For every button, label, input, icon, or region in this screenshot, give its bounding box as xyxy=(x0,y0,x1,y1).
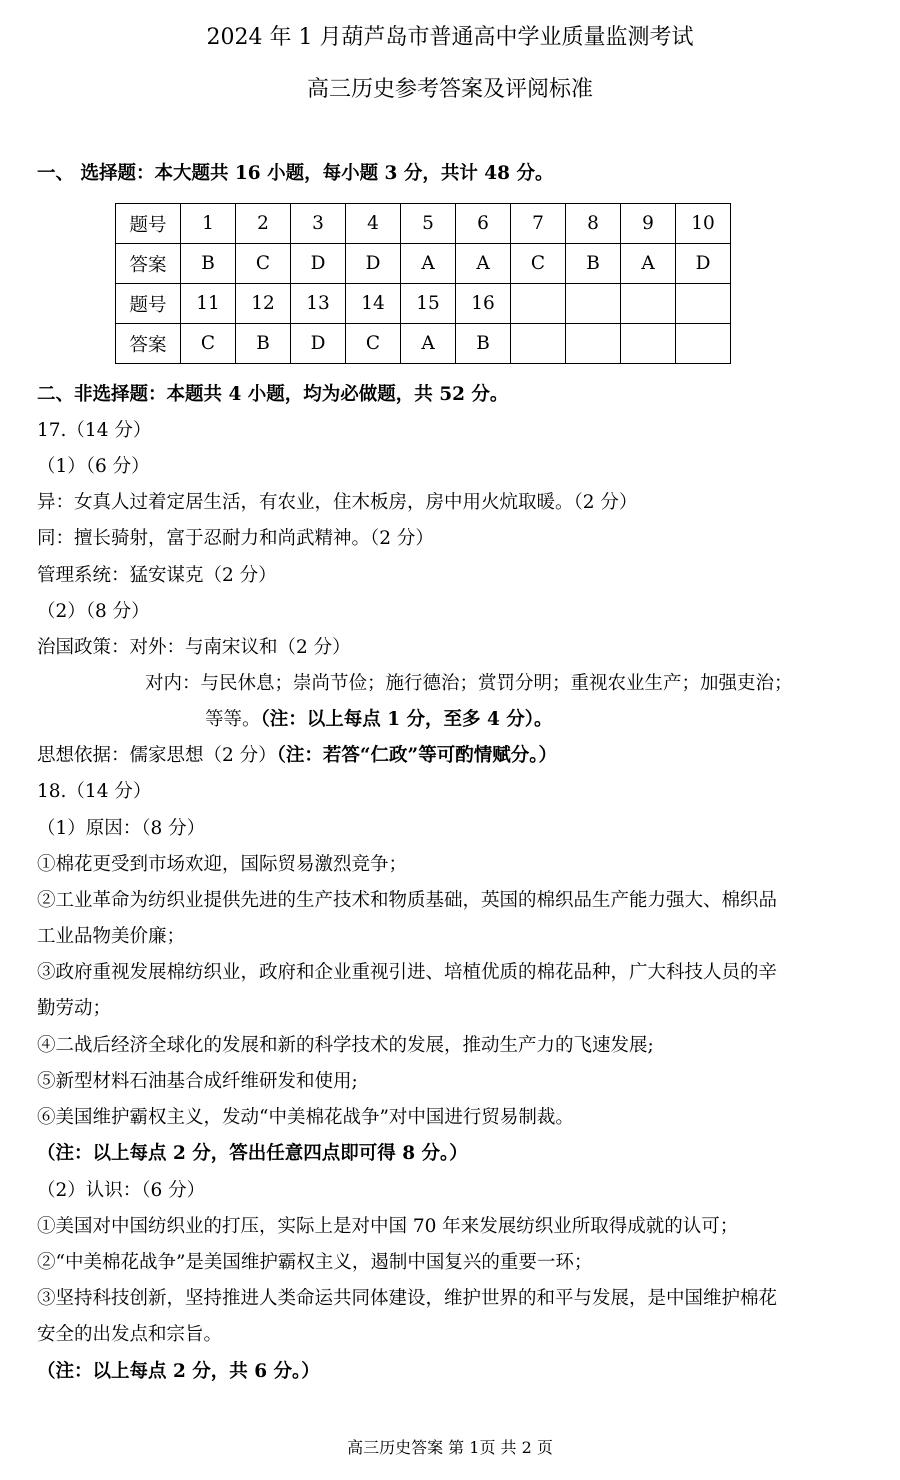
q17-policy: 治国政策：对外：与南宋议和（2 分） xyxy=(37,637,351,658)
table-row-header: 题号 xyxy=(116,284,181,324)
table-cell: B xyxy=(566,244,621,284)
table-cell: C xyxy=(511,244,566,284)
q18-reason-4: ④二战后经济全球化的发展和新的科学技术的发展，推动生产力的飞速发展; xyxy=(37,1035,654,1056)
table-cell: D xyxy=(291,244,346,284)
table-cell: 9 xyxy=(621,204,676,244)
q17-difference: 异：女真人过着定居生活，有农业，住木板房，房中用火炕取暖。（2 分） xyxy=(37,492,638,513)
q17-similarity: 同：擅长骑射，富于忍耐力和尚武精神。（2 分） xyxy=(37,528,434,549)
table-row xyxy=(116,244,731,284)
table-cell: 6 xyxy=(456,204,511,244)
q17-part2: （2）（8 分） xyxy=(37,601,150,622)
q18-insight-1: ①美国对中国纺织业的打压，实际上是对中国 70 年来发展纺织业所取得成就的认可； xyxy=(37,1216,739,1237)
table-cell: 10 xyxy=(676,204,731,244)
q18-insight-3a: ③坚持科技创新，坚持推进人类命运共同体建设，维护世界的和平与发展，是中国维护棉花 xyxy=(37,1288,778,1309)
q17-basis: 思想依据：儒家思想（2 分） xyxy=(37,745,277,766)
table-cell xyxy=(511,284,566,324)
q18-label: 18.（14 分） xyxy=(37,781,152,802)
table-cell: 15 xyxy=(401,284,456,324)
table-cell xyxy=(566,284,621,324)
section1-heading: 一、 选择题：本大题共 16 小题，每小题 3 分，共计 48 分。 xyxy=(37,163,554,184)
table-cell: D xyxy=(291,324,346,364)
q17-internal-policy: 对内：与民休息；崇尚节俭；施行德治；赏罚分明；重视农业生产；加强吏治； xyxy=(145,673,793,694)
table-cell: A xyxy=(401,324,456,364)
q17-internal-etc: 等等。 xyxy=(205,709,261,730)
table-row xyxy=(116,324,731,364)
table-row-header: 答案 xyxy=(116,324,181,364)
q17-label: 17.（14 分） xyxy=(37,420,152,441)
table-cell: 4 xyxy=(346,204,401,244)
q17-management: 管理系统：猛安谋克（2 分） xyxy=(37,565,277,586)
table-cell: 14 xyxy=(346,284,401,324)
table-cell: D xyxy=(676,244,731,284)
answer-table xyxy=(115,203,731,364)
table-row-header: 答案 xyxy=(116,244,181,284)
table-cell xyxy=(676,284,731,324)
table-cell: 12 xyxy=(236,284,291,324)
q17-scoring-note: （注：以上每点 1 分，至多 4 分）。 xyxy=(260,709,553,730)
table-cell: A xyxy=(456,244,511,284)
q18-reason-6: ⑥美国维护霸权主义，发动“中美棉花战争”对中国进行贸易制裁。 xyxy=(37,1107,574,1128)
section2-heading: 二、非选择题：本题共 4 小题，均为必做题，共 52 分。 xyxy=(37,384,509,405)
page-title: 2024 年 1 月葫芦岛市普通高中学业质量监测考试 xyxy=(206,25,694,50)
q18-reason-3b: 勤劳动； xyxy=(37,998,112,1019)
table-cell: B xyxy=(456,324,511,364)
q18-part1: （1）原因：（8 分） xyxy=(37,818,206,839)
q17-part1: （1）（6 分） xyxy=(37,456,150,477)
table-cell: B xyxy=(236,324,291,364)
q18-reason-5: ⑤新型材料石油基合成纤维研发和使用; xyxy=(37,1071,358,1092)
table-cell xyxy=(566,324,621,364)
q18-insight-2: ②“中美棉花战争”是美国维护霸权主义，遏制中国复兴的重要一环； xyxy=(37,1252,593,1273)
table-cell: 8 xyxy=(566,204,621,244)
q18-reason-2a: ②工业革命为纺织业提供先进的生产技术和物质基础，英国的棉织品生产能力强大、棉织品 xyxy=(37,890,778,911)
table-cell: C xyxy=(346,324,401,364)
q18-note-1: （注：以上每点 2 分，答出任意四点即可得 8 分。） xyxy=(37,1143,468,1164)
table-cell: D xyxy=(346,244,401,284)
table-row-header: 题号 xyxy=(116,204,181,244)
q17-basis-line xyxy=(37,743,882,769)
table-cell: 11 xyxy=(181,284,236,324)
table-cell: B xyxy=(181,244,236,284)
table-cell: 1 xyxy=(181,204,236,244)
table-row xyxy=(116,284,731,324)
q17-basis-note: （注：若答“仁政”等可酌情赋分。） xyxy=(276,745,557,766)
table-cell: 7 xyxy=(511,204,566,244)
table-cell xyxy=(676,324,731,364)
q18-reason-1: ①棉花更受到市场欢迎，国际贸易激烈竞争； xyxy=(37,854,408,875)
table-cell xyxy=(621,324,676,364)
table-cell: A xyxy=(401,244,456,284)
page-subtitle: 高三历史参考答案及评阅标准 xyxy=(306,77,593,102)
table-cell: 5 xyxy=(401,204,456,244)
table-cell xyxy=(621,284,676,324)
q18-insight-3b: 安全的出发点和宗旨。 xyxy=(37,1324,223,1345)
q18-reason-2b: 工业品物美价廉； xyxy=(37,926,186,947)
q18-part2: （2）认识：（6 分） xyxy=(37,1180,206,1201)
page-footer: 高三历史答案 第 1页 共 2 页 xyxy=(347,1438,553,1457)
table-cell: 13 xyxy=(291,284,346,324)
table-cell: 2 xyxy=(236,204,291,244)
table-cell: C xyxy=(236,244,291,284)
q17-internal-cont xyxy=(205,707,885,733)
table-cell: A xyxy=(621,244,676,284)
q18-reason-3a: ③政府重视发展棉纺织业，政府和企业重视引进、培植优质的棉花品种，广大科技人员的辛 xyxy=(37,962,778,983)
table-cell: C xyxy=(181,324,236,364)
table-cell xyxy=(511,324,566,364)
table-row xyxy=(116,204,731,244)
table-cell: 16 xyxy=(456,284,511,324)
table-cell: 3 xyxy=(291,204,346,244)
q18-note-2: （注：以上每点 2 分，共 6 分。） xyxy=(37,1361,320,1382)
